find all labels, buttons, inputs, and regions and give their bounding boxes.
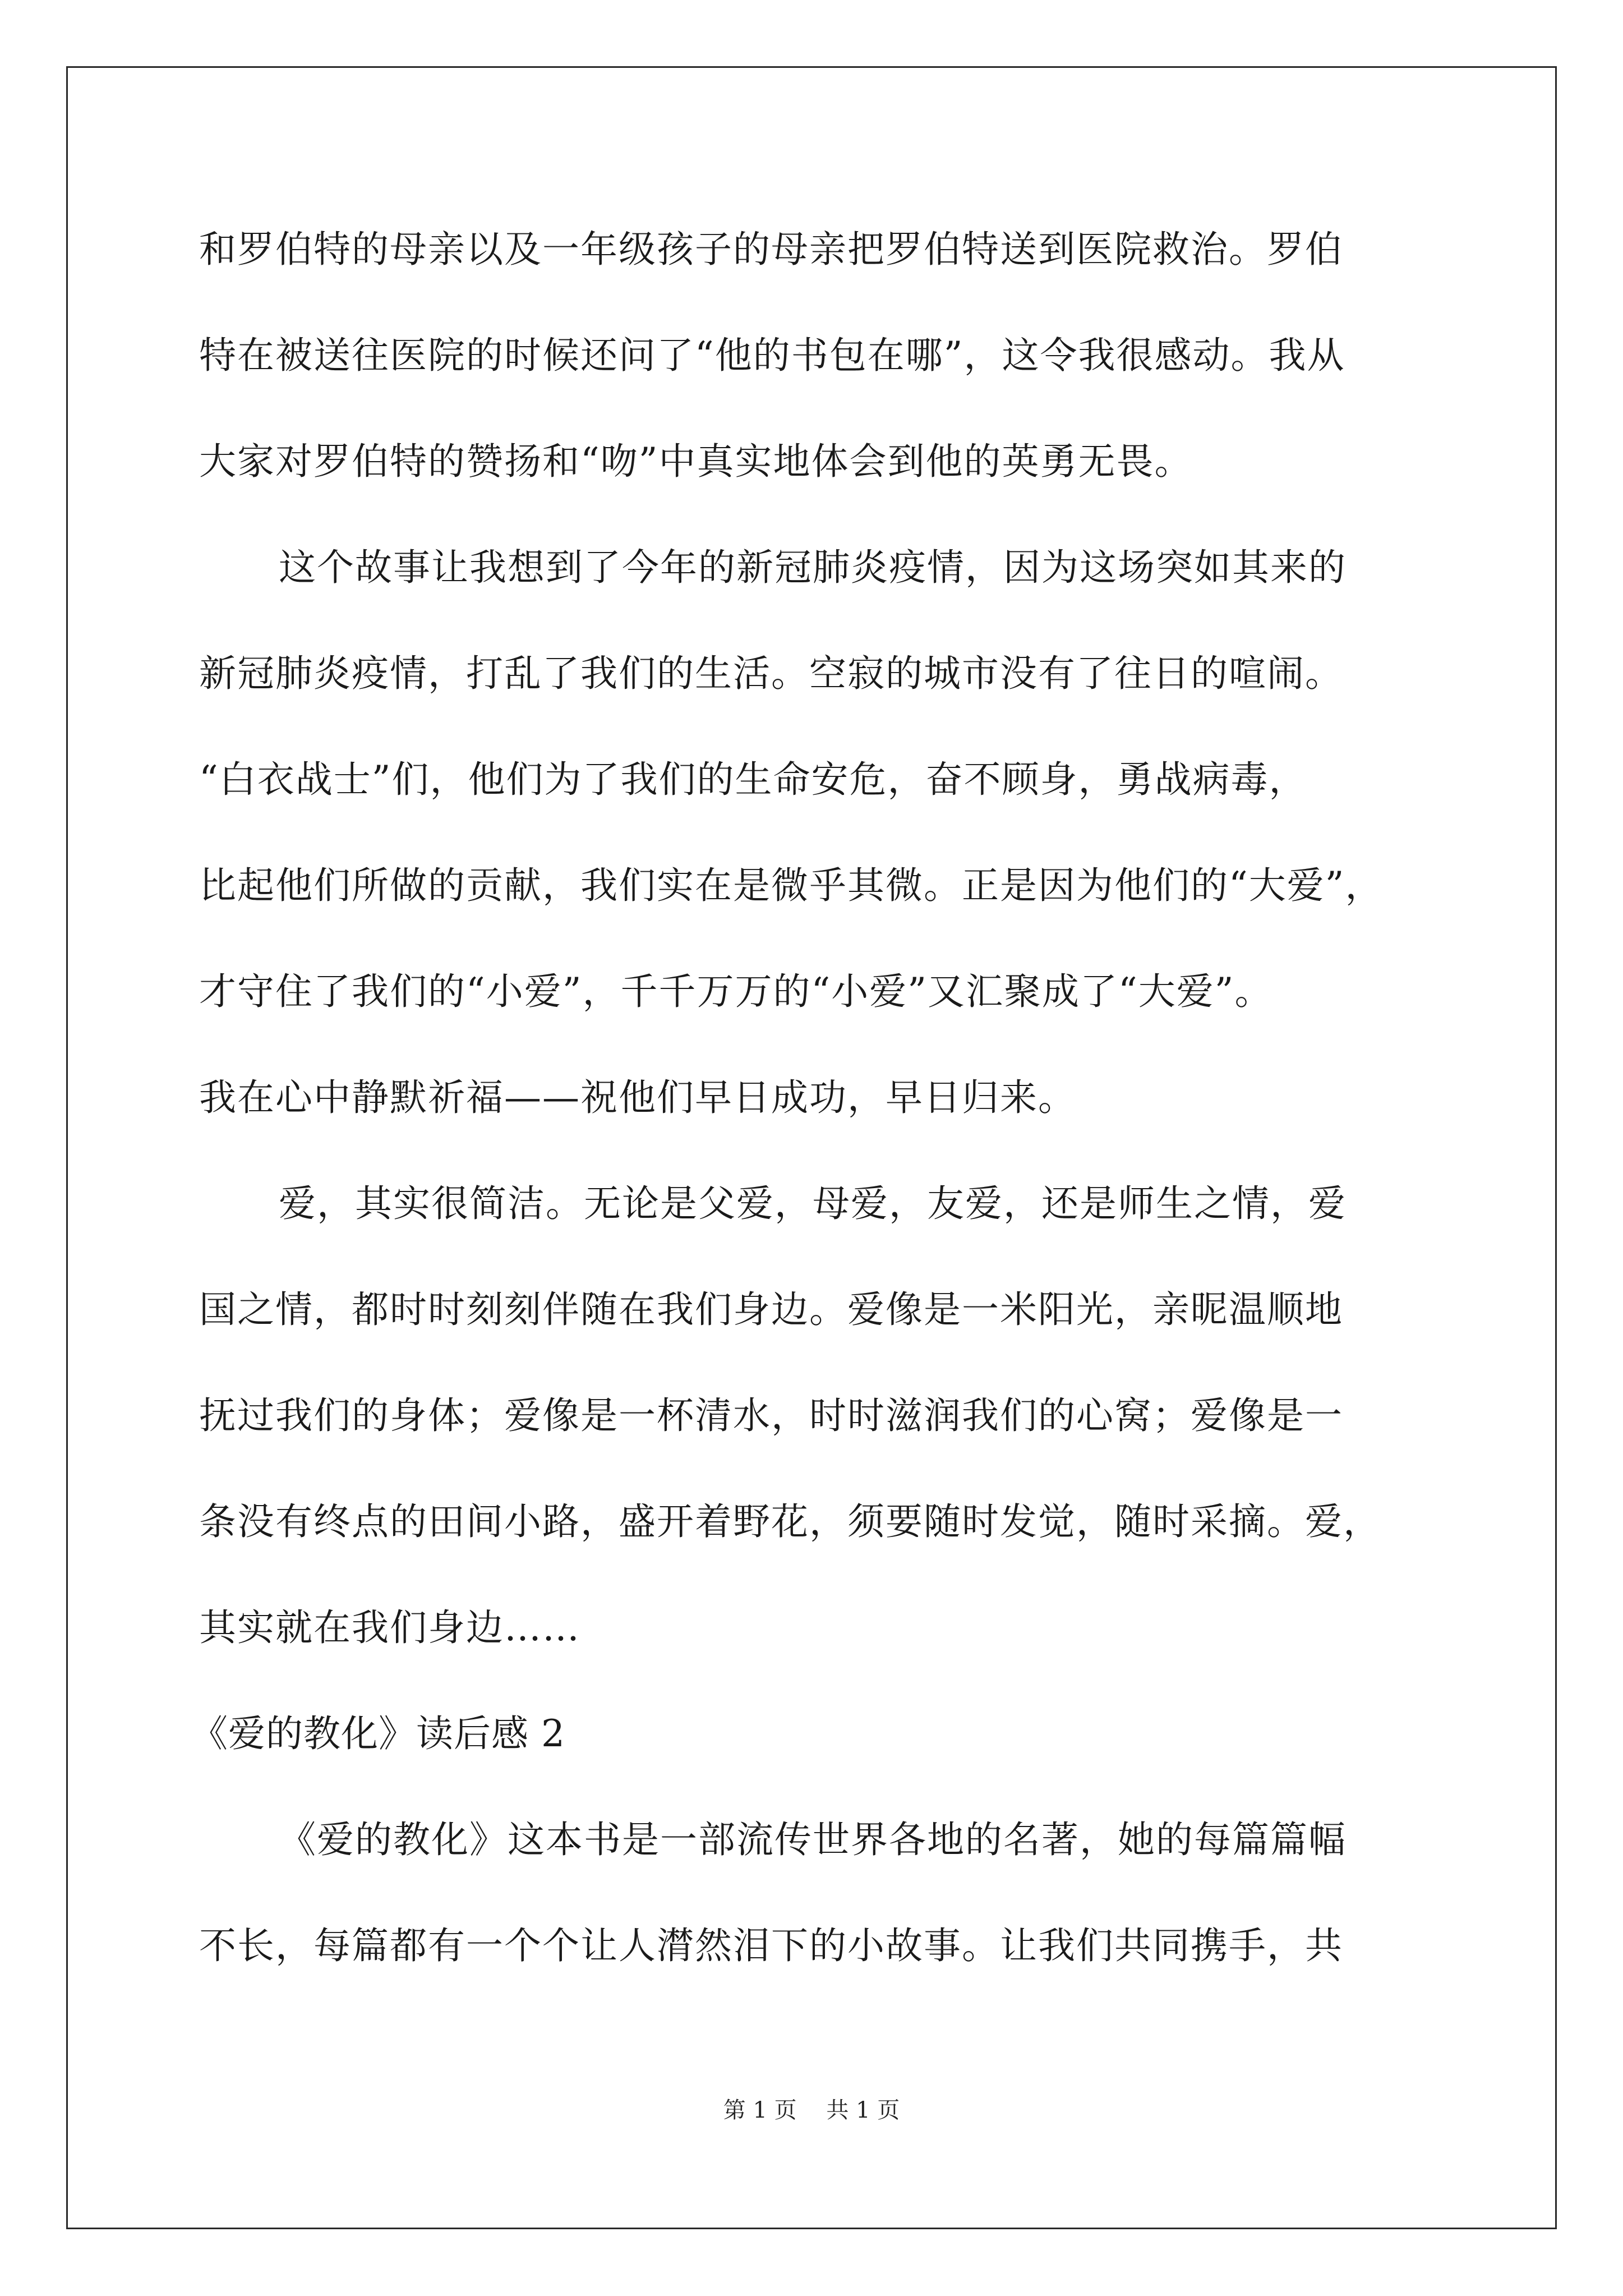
text-line: 和罗伯特的母亲以及一年级孩子的母亲把罗伯特送到医院救治。罗伯 bbox=[199, 228, 1343, 271]
text-line: 抚过我们的身体；爱像是一杯清水，时时滋润我们的心窝；爱像是一 bbox=[199, 1394, 1343, 1437]
text-line: 《爱的教化》这本书是一部流传世界各地的名著，她的每篇篇幅 bbox=[279, 1818, 1347, 1861]
text-line: 新冠肺炎疫情，打乱了我们的生活。空寂的城市没有了往日的喧闹。 bbox=[199, 652, 1343, 695]
page-number-current: 第 1 页 bbox=[723, 2097, 797, 2123]
text-line: 我在心中静默祈福——祝他们早日成功，早日归来。 bbox=[199, 1076, 1076, 1119]
text-line: 国之情，都时时刻刻伴随在我们身边。爱像是一米阳光，亲昵温顺地 bbox=[199, 1288, 1343, 1331]
text-line: 大家对罗伯特的赞扬和“吻”中真实地体会到他的英勇无畏。 bbox=[199, 440, 1193, 483]
text-line: 特在被送往医院的时候还问了“他的书包在哪”，这令我很感动。我从 bbox=[199, 334, 1345, 377]
text-line: 这个故事让我想到了今年的新冠肺炎疫情，因为这场突如其来的 bbox=[279, 546, 1347, 589]
text-line: 比起他们所做的贡献，我们实在是微乎其微。正是因为他们的“大爱”， bbox=[199, 864, 1384, 907]
text-line: 其实就在我们身边…… bbox=[199, 1606, 580, 1649]
page-footer bbox=[0, 2099, 1623, 2122]
text-line: 才守住了我们的“小爱”，千千万万的“小爱”又汇聚成了“大爱”。 bbox=[199, 970, 1273, 1013]
page-number-total: 共 1 页 bbox=[826, 2097, 900, 2123]
section-heading: 《爱的教化》读后感 2 bbox=[191, 1712, 565, 1755]
text-line: 条没有终点的田间小路，盛开着野花，须要随时发觉，随时采摘。爱， bbox=[199, 1500, 1381, 1543]
text-line: 不长，每篇都有一个个让人潸然泪下的小故事。让我们共同携手，共 bbox=[199, 1924, 1343, 1967]
text-line: 爱，其实很简洁。无论是父爱，母爱，友爱，还是师生之情，爱 bbox=[279, 1182, 1347, 1225]
page-border bbox=[66, 66, 1557, 2229]
text-line: “白衣战士”们，他们为了我们的生命安危，奋不顾身，勇战病毒， bbox=[199, 758, 1307, 801]
